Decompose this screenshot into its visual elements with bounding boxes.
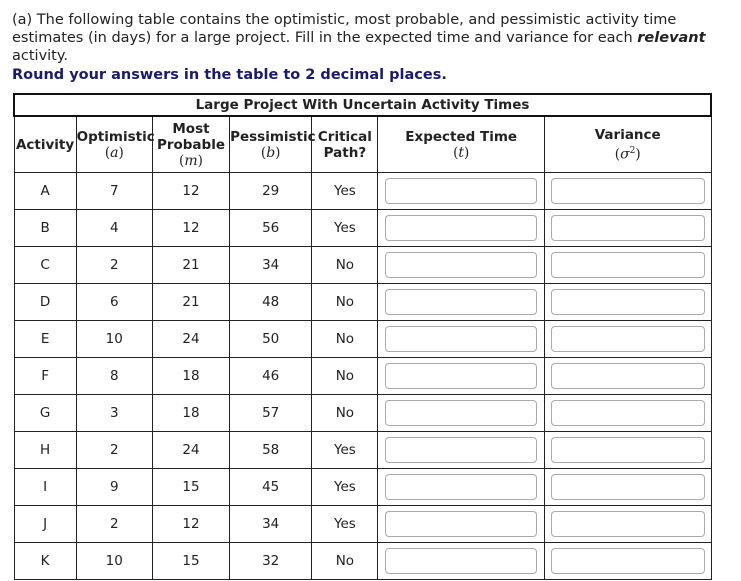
cell-most-probable: 15 bbox=[152, 543, 229, 580]
cell-most-probable: 21 bbox=[152, 284, 229, 321]
header-optimistic bbox=[76, 116, 155, 173]
table-row bbox=[14, 358, 711, 395]
cell-activity: I bbox=[14, 469, 76, 506]
cell-pessimistic: 29 bbox=[230, 173, 312, 210]
cell-pessimistic: 34 bbox=[230, 247, 312, 284]
cell-most-probable: 18 bbox=[152, 395, 229, 432]
header-symbol: b bbox=[266, 144, 276, 161]
cell-optimistic: 2 bbox=[76, 432, 152, 469]
paren: ) bbox=[197, 152, 203, 169]
cell-critical-path: No bbox=[312, 284, 378, 321]
expected-time-input[interactable] bbox=[385, 548, 537, 574]
cell-most-probable: 18 bbox=[152, 358, 229, 395]
cell-variance bbox=[544, 432, 711, 469]
header-activity bbox=[14, 116, 76, 173]
cell-critical-path: No bbox=[312, 395, 378, 432]
header-label: Activity bbox=[15, 136, 75, 153]
expected-time-input[interactable] bbox=[385, 252, 537, 278]
cell-critical-path: No bbox=[312, 321, 378, 358]
header-label: Optimistic bbox=[76, 128, 155, 145]
cell-critical-path: Yes bbox=[312, 210, 378, 247]
header-label: Pessimistic bbox=[230, 128, 316, 145]
paren: ( bbox=[179, 152, 185, 169]
table-title: Large Project With Uncertain Activity Times bbox=[14, 94, 711, 116]
table-row bbox=[14, 432, 711, 469]
rounding-instruction: Round your answers in the table to 2 decimal places. bbox=[12, 67, 447, 83]
expected-time-input[interactable] bbox=[385, 289, 537, 315]
cell-critical-path: No bbox=[312, 358, 378, 395]
header-most-probable bbox=[152, 116, 229, 173]
cell-variance bbox=[544, 210, 711, 247]
variance-input[interactable] bbox=[551, 363, 705, 389]
variance-input[interactable] bbox=[551, 511, 705, 537]
cell-expected-time bbox=[378, 210, 544, 247]
table-row bbox=[14, 469, 711, 506]
cell-critical-path: Yes bbox=[312, 173, 378, 210]
cell-optimistic: 10 bbox=[76, 321, 152, 358]
intro-emphasis: relevant bbox=[637, 30, 706, 46]
cell-expected-time bbox=[378, 543, 544, 580]
paren: ) bbox=[118, 144, 124, 161]
cell-pessimistic: 34 bbox=[230, 506, 312, 543]
cell-critical-path: Yes bbox=[312, 432, 378, 469]
table-row bbox=[14, 543, 711, 580]
table-row bbox=[14, 173, 711, 210]
variance-input[interactable] bbox=[551, 215, 705, 241]
cell-optimistic: 4 bbox=[76, 210, 152, 247]
header-label: Variance bbox=[594, 126, 661, 143]
cell-variance bbox=[544, 247, 711, 284]
variance-input[interactable] bbox=[551, 474, 705, 500]
cell-activity: E bbox=[14, 321, 76, 358]
expected-time-input[interactable] bbox=[385, 511, 537, 537]
header-pessimistic bbox=[230, 116, 316, 173]
cell-most-probable: 15 bbox=[152, 469, 229, 506]
paren: ) bbox=[635, 146, 641, 163]
cell-expected-time bbox=[378, 321, 544, 358]
cell-pessimistic: 45 bbox=[230, 469, 312, 506]
header-symbol: σ bbox=[620, 146, 630, 163]
cell-variance bbox=[544, 395, 711, 432]
paren: ( bbox=[453, 144, 459, 161]
cell-variance bbox=[544, 284, 711, 321]
cell-most-probable: 12 bbox=[152, 173, 229, 210]
cell-most-probable: 24 bbox=[152, 432, 229, 469]
cell-expected-time bbox=[378, 358, 544, 395]
header-label: Most bbox=[172, 120, 210, 137]
cell-critical-path: Yes bbox=[312, 469, 378, 506]
cell-variance bbox=[544, 543, 711, 580]
table-row bbox=[14, 284, 711, 321]
cell-activity: K bbox=[14, 543, 76, 580]
header-label: Probable bbox=[156, 136, 225, 153]
activity-table bbox=[13, 93, 712, 580]
variance-input[interactable] bbox=[551, 252, 705, 278]
table-row bbox=[14, 395, 711, 432]
expected-time-input[interactable] bbox=[385, 215, 537, 241]
cell-most-probable: 21 bbox=[152, 247, 229, 284]
expected-time-input[interactable] bbox=[385, 400, 537, 426]
paren: ) bbox=[275, 144, 281, 161]
cell-expected-time bbox=[378, 469, 544, 506]
variance-input[interactable] bbox=[551, 437, 705, 463]
table-row bbox=[14, 210, 711, 247]
table-row bbox=[14, 247, 711, 284]
cell-expected-time bbox=[378, 247, 544, 284]
header-label: Critical bbox=[317, 128, 372, 145]
intro-text: (a) The following table contains the optimistic, most probable, and pessimistic activity time estimates (in days) for a large project. Fill in the expected time and variance for each bbox=[12, 12, 677, 46]
header-expected-time bbox=[378, 116, 544, 173]
expected-time-input[interactable] bbox=[385, 474, 537, 500]
table-row bbox=[14, 506, 711, 543]
variance-input[interactable] bbox=[551, 400, 705, 426]
cell-activity: G bbox=[14, 395, 76, 432]
expected-time-input[interactable] bbox=[385, 326, 537, 352]
cell-expected-time bbox=[378, 432, 544, 469]
cell-activity: F bbox=[14, 358, 76, 395]
cell-expected-time bbox=[378, 173, 544, 210]
cell-pessimistic: 57 bbox=[230, 395, 312, 432]
variance-input[interactable] bbox=[551, 289, 705, 315]
cell-activity: C bbox=[14, 247, 76, 284]
cell-activity: B bbox=[14, 210, 76, 247]
cell-most-probable: 12 bbox=[152, 210, 229, 247]
table-row bbox=[14, 321, 711, 358]
cell-most-probable: 24 bbox=[152, 321, 229, 358]
cell-variance bbox=[544, 358, 711, 395]
paren: ( bbox=[104, 144, 111, 161]
cell-pessimistic: 58 bbox=[230, 432, 312, 469]
cell-optimistic: 2 bbox=[76, 247, 152, 284]
cell-variance bbox=[544, 506, 711, 543]
header-symbol: m bbox=[184, 152, 198, 169]
variance-input[interactable] bbox=[551, 548, 705, 574]
cell-critical-path: No bbox=[312, 247, 378, 284]
cell-optimistic: 8 bbox=[76, 358, 152, 395]
cell-activity: H bbox=[14, 432, 76, 469]
header-label: Expected Time bbox=[405, 128, 518, 145]
cell-optimistic: 9 bbox=[76, 469, 152, 506]
cell-pessimistic: 56 bbox=[230, 210, 312, 247]
cell-most-probable: 12 bbox=[152, 506, 229, 543]
cell-optimistic: 6 bbox=[76, 284, 152, 321]
cell-expected-time bbox=[378, 395, 544, 432]
cell-expected-time bbox=[378, 284, 544, 321]
paren: ) bbox=[464, 144, 470, 161]
paren: ( bbox=[260, 144, 267, 161]
variance-input[interactable] bbox=[551, 326, 705, 352]
cell-optimistic: 3 bbox=[76, 395, 152, 432]
cell-expected-time bbox=[378, 506, 544, 543]
cell-variance bbox=[544, 173, 711, 210]
header-symbol: a bbox=[110, 144, 119, 161]
header-symbol: t bbox=[458, 144, 465, 161]
cell-variance bbox=[544, 469, 711, 506]
intro-text-end: activity. bbox=[12, 48, 68, 64]
cell-activity: A bbox=[14, 173, 76, 210]
cell-optimistic: 2 bbox=[76, 506, 152, 543]
cell-pessimistic: 46 bbox=[230, 358, 312, 395]
expected-time-input[interactable] bbox=[385, 437, 537, 463]
cell-critical-path: No bbox=[312, 543, 378, 580]
cell-critical-path: Yes bbox=[312, 506, 378, 543]
cell-pessimistic: 48 bbox=[230, 284, 312, 321]
header-variance bbox=[544, 116, 711, 173]
variance-input[interactable] bbox=[551, 178, 705, 204]
cell-variance bbox=[544, 321, 711, 358]
header-critical-path bbox=[312, 116, 378, 173]
header-label: Path? bbox=[323, 144, 367, 161]
cell-optimistic: 10 bbox=[76, 543, 152, 580]
cell-pessimistic: 50 bbox=[230, 321, 312, 358]
superscript: 2 bbox=[629, 145, 636, 156]
cell-activity: J bbox=[14, 506, 76, 543]
expected-time-input[interactable] bbox=[385, 363, 537, 389]
cell-pessimistic: 32 bbox=[230, 543, 312, 580]
paren: ( bbox=[614, 146, 621, 163]
cell-optimistic: 7 bbox=[76, 173, 152, 210]
question-intro bbox=[12, 11, 732, 65]
expected-time-input[interactable] bbox=[385, 178, 537, 204]
cell-activity: D bbox=[14, 284, 76, 321]
